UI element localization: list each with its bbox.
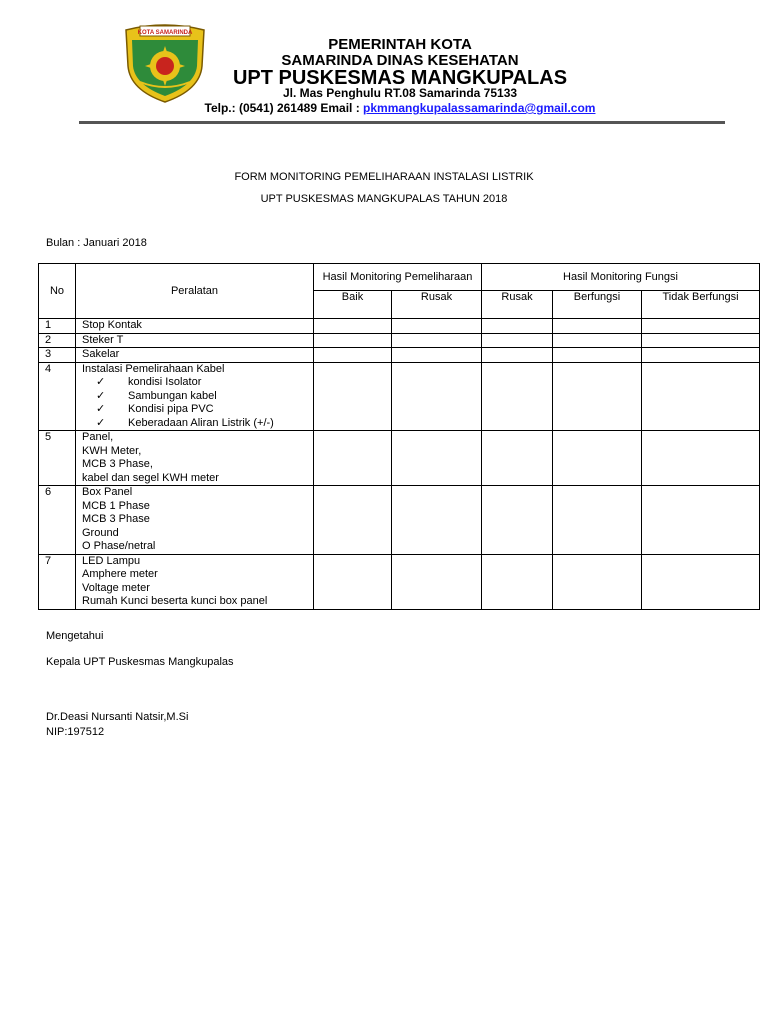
cell-rusak[interactable]	[392, 554, 482, 609]
row-no: 6	[39, 486, 76, 555]
row-no: 4	[39, 362, 76, 431]
sig-nama: Dr.Deasi Nursanti Natsir,M.Si	[46, 711, 189, 723]
check-icon: ✓	[96, 403, 106, 415]
header-peralatan: Peralatan	[76, 264, 314, 319]
cell-rusak-fungsi[interactable]	[482, 554, 553, 609]
table-row	[39, 333, 760, 348]
contact-phone: Telp.: (0541) 261489 Email :	[204, 101, 364, 115]
item-line: Voltage meter	[82, 581, 150, 594]
header-no: No	[39, 264, 76, 319]
row-peralatan	[76, 319, 314, 334]
header-rusak-1: Rusak	[392, 291, 482, 319]
kop-upt: UPT PUSKESMAS MANGKUPALAS	[232, 67, 568, 89]
cell-rusak-fungsi[interactable]	[482, 362, 553, 431]
monitoring-table	[38, 263, 760, 610]
cell-rusak[interactable]	[392, 486, 482, 555]
table-row	[39, 431, 760, 486]
cell-berfungsi[interactable]	[553, 431, 642, 486]
cell-tidak-berfungsi[interactable]	[642, 362, 760, 431]
checklist-item	[82, 390, 313, 404]
table-row	[39, 554, 760, 609]
row-peralatan	[76, 362, 314, 431]
row-no: 3	[39, 348, 76, 363]
row-no: 2	[39, 333, 76, 348]
item-line: Instalasi Pemelirahaan Kabel	[82, 362, 225, 375]
cell-tidak-berfungsi[interactable]	[642, 319, 760, 334]
row-no: 7	[39, 554, 76, 609]
cell-tidak-berfungsi[interactable]	[642, 348, 760, 363]
cell-rusak[interactable]	[392, 362, 482, 431]
table-row	[39, 319, 760, 334]
cell-berfungsi[interactable]	[553, 554, 642, 609]
checklist-label: Sambungan kabel	[128, 389, 217, 402]
cell-rusak-fungsi[interactable]	[482, 486, 553, 555]
check-icon: ✓	[96, 389, 106, 402]
form-title: FORM MONITORING PEMELIHARAAN INSTALASI LISTRIK	[234, 171, 534, 183]
cell-baik[interactable]	[314, 486, 392, 555]
item-line: Sakelar	[82, 348, 120, 360]
item-line: LED Lampu	[82, 554, 141, 567]
cell-baik[interactable]	[314, 554, 392, 609]
item-line: Steker T	[82, 333, 124, 346]
cell-baik[interactable]	[314, 431, 392, 486]
cell-baik[interactable]	[314, 362, 392, 431]
row-no: 5	[39, 431, 76, 486]
checklist-item	[82, 417, 313, 431]
cell-tidak-berfungsi[interactable]	[642, 486, 760, 555]
item-line: Rumah Kunci beserta kunci box panel	[82, 595, 268, 607]
cell-berfungsi[interactable]	[553, 319, 642, 334]
checklist-label: Keberadaan Aliran Listrik (+/-)	[128, 416, 274, 429]
kop-pemerintah: PEMERINTAH KOTA	[328, 36, 472, 53]
cell-rusak[interactable]	[392, 319, 482, 334]
cell-rusak[interactable]	[392, 431, 482, 486]
header-berfungsi: Berfungsi	[553, 291, 642, 319]
header-pemeliharaan: Hasil Monitoring Pemeliharaan	[314, 264, 482, 291]
row-no: 1	[39, 319, 76, 334]
cell-baik[interactable]	[314, 333, 392, 348]
header-rusak-2: Rusak	[482, 291, 553, 319]
header-rule	[79, 121, 725, 124]
cell-berfungsi[interactable]	[553, 362, 642, 431]
item-line: Ground	[82, 526, 119, 539]
form-subtitle: UPT PUSKESMAS MANGKUPALAS TAHUN 2018	[260, 193, 508, 205]
checklist-item	[82, 376, 313, 390]
kop-dinas: SAMARINDA DINAS KESEHATAN	[281, 52, 519, 69]
cell-rusak-fungsi[interactable]	[482, 431, 553, 486]
cell-baik[interactable]	[314, 319, 392, 334]
checklist-item	[82, 403, 313, 417]
cell-tidak-berfungsi[interactable]	[642, 554, 760, 609]
row-peralatan	[76, 554, 314, 609]
header-fungsi: Hasil Monitoring Fungsi	[482, 264, 760, 291]
cell-rusak-fungsi[interactable]	[482, 348, 553, 363]
svg-text:KOTA SAMARINDA: KOTA SAMARINDA	[137, 30, 193, 36]
sig-mengetahui: Mengetahui	[46, 630, 104, 642]
item-line: kabel dan segel KWH meter	[82, 471, 219, 484]
kop-address: Jl. Mas Penghulu RT.08 Samarinda 75133	[282, 86, 518, 100]
sig-nip: NIP:197512	[46, 726, 105, 738]
check-icon: ✓	[96, 376, 106, 388]
check-icon: ✓	[96, 416, 106, 429]
item-line: MCB 3 Phase,	[82, 458, 153, 470]
cell-rusak-fungsi[interactable]	[482, 333, 553, 348]
cell-berfungsi[interactable]	[553, 333, 642, 348]
cell-tidak-berfungsi[interactable]	[642, 431, 760, 486]
row-peralatan	[76, 431, 314, 486]
cell-berfungsi[interactable]	[553, 486, 642, 555]
row-peralatan	[76, 348, 314, 363]
header-baik: Baik	[314, 291, 392, 319]
table-row	[39, 486, 760, 555]
email-link[interactable]: pkmmangkupalassamarinda@gmail.com	[363, 101, 596, 115]
item-line: Stop Kontak	[82, 319, 142, 331]
item-line: KWH Meter,	[82, 444, 142, 457]
cell-tidak-berfungsi[interactable]	[642, 333, 760, 348]
row-peralatan	[76, 486, 314, 555]
bulan-label: Bulan : Januari 2018	[46, 237, 147, 249]
table-row	[39, 348, 760, 363]
checklist-label: Kondisi pipa PVC	[128, 403, 214, 415]
checklist-label: kondisi Isolator	[128, 376, 202, 388]
sig-jabatan: Kepala UPT Puskesmas Mangkupalas	[46, 656, 234, 668]
header-tidak-berfungsi: Tidak Berfungsi	[642, 291, 760, 319]
cell-berfungsi[interactable]	[553, 348, 642, 363]
cell-rusak[interactable]	[392, 333, 482, 348]
item-line: Box Panel	[82, 486, 133, 498]
cell-baik[interactable]	[314, 348, 392, 363]
cell-rusak-fungsi[interactable]	[482, 319, 553, 334]
item-line: MCB 3 Phase	[82, 513, 150, 525]
kop-contact	[150, 101, 650, 115]
item-line: O Phase/netral	[82, 540, 156, 552]
table-row	[39, 362, 760, 431]
item-line: Panel,	[82, 431, 114, 443]
item-line: MCB 1 Phase	[82, 499, 150, 512]
row-peralatan	[76, 333, 314, 348]
item-line: Amphere meter	[82, 568, 158, 580]
cell-rusak[interactable]	[392, 348, 482, 363]
